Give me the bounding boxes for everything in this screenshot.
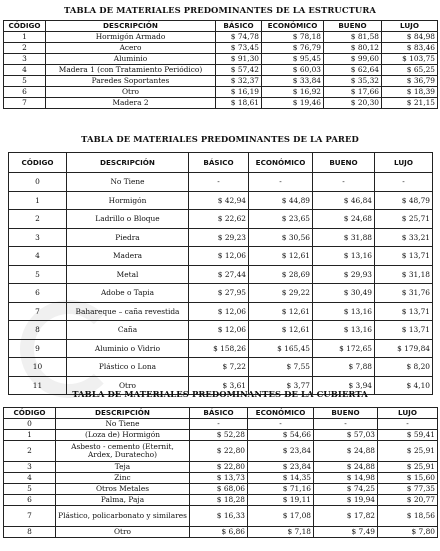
cell-economico: $ 33,84	[262, 76, 324, 87]
cell-bueno: $ 7,49	[314, 527, 378, 538]
cell-descripcion: Otro	[56, 527, 190, 538]
cell-economico: $ 54,66	[248, 430, 314, 441]
cell-descripcion: (Loza de) Hormigón	[56, 430, 190, 441]
cell-codigo: 4	[4, 473, 56, 484]
cell-lujo: -	[378, 419, 438, 430]
cell-bueno: $ 30,49	[313, 284, 375, 303]
table-header-row	[4, 408, 438, 419]
cell-lujo: $ 84,98	[382, 32, 438, 43]
cell-descripcion: Zinc	[56, 473, 190, 484]
col-bueno: BUENO	[313, 153, 375, 173]
cell-codigo: 1	[4, 32, 46, 43]
cell-bueno: $ 24,88	[314, 462, 378, 473]
cell-economico: $ 44,89	[249, 191, 313, 210]
cell-codigo: 5	[4, 484, 56, 495]
cell-economico: $ 12,61	[249, 321, 313, 340]
cell-codigo: 8	[9, 321, 67, 340]
cell-basico: $ 52,28	[190, 430, 248, 441]
cell-basico: $ 32,37	[216, 76, 262, 87]
table-row	[4, 462, 438, 473]
cell-codigo: 7	[4, 506, 56, 527]
col-lujo: LUJO	[375, 153, 433, 173]
cell-codigo: 4	[4, 65, 46, 76]
cell-economico: $ 76,79	[262, 43, 324, 54]
col-basico: BÁSICO	[189, 153, 249, 173]
table-title-pared: TABLA DE MATERIALES PREDOMINANTES DE LA PARED	[81, 134, 359, 144]
cell-economico: $ 23,84	[248, 462, 314, 473]
cell-lujo: $ 179,84	[375, 339, 433, 358]
table-body	[4, 419, 438, 538]
table-cubierta	[3, 407, 438, 538]
table-row	[9, 228, 433, 247]
cell-codigo: 0	[9, 173, 67, 192]
cell-basico: $ 29,23	[189, 228, 249, 247]
cell-basico: $ 57,42	[216, 65, 262, 76]
table-row	[4, 441, 438, 462]
col-lujo: LUJO	[378, 408, 438, 419]
cell-codigo: 5	[9, 265, 67, 284]
cell-bueno: $ 46,84	[313, 191, 375, 210]
cell-bueno: $ 31,88	[313, 228, 375, 247]
cell-lujo: $ 8,20	[375, 358, 433, 377]
cell-codigo: 2	[4, 43, 46, 54]
cell-basico: $ 13,73	[190, 473, 248, 484]
cell-descripcion: Paredes Soportantes	[46, 76, 216, 87]
cell-basico: -	[189, 173, 249, 192]
cell-bueno: $ 80,12	[324, 43, 382, 54]
cell-codigo: 3	[9, 228, 67, 247]
cell-basico: $ 16,33	[190, 506, 248, 527]
cell-bueno: $ 62,64	[324, 65, 382, 76]
cell-economico: $ 16,92	[262, 87, 324, 98]
cell-basico: $ 6,86	[190, 527, 248, 538]
cell-economico: $ 60,03	[262, 65, 324, 76]
cell-bueno: $ 13,16	[313, 321, 375, 340]
cell-basico: $ 22,80	[190, 441, 248, 462]
cell-basico: $ 158,26	[189, 339, 249, 358]
cell-descripcion: No Tiene	[67, 173, 189, 192]
table-row	[4, 527, 438, 538]
cell-basico: $ 12,06	[189, 302, 249, 321]
col-codigo: CÓDIGO	[4, 21, 46, 32]
table-row	[4, 32, 438, 43]
cell-lujo: $ 36,79	[382, 76, 438, 87]
cell-codigo: 5	[4, 76, 46, 87]
table-row	[9, 339, 433, 358]
cell-descripcion: Hormigón	[67, 191, 189, 210]
col-descripcion: DESCRIPCIÓN	[56, 408, 190, 419]
cell-bueno: $ 13,16	[313, 247, 375, 266]
cell-descripcion: Otros Metales	[56, 484, 190, 495]
cell-basico: $ 68,06	[190, 484, 248, 495]
cell-bueno: -	[313, 173, 375, 192]
cell-bueno: $ 57,03	[314, 430, 378, 441]
cell-bueno: $ 7,88	[313, 358, 375, 377]
cell-bueno: $ 24,88	[314, 441, 378, 462]
cell-basico: $ 3,61	[189, 376, 249, 395]
cell-codigo: 3	[4, 54, 46, 65]
cell-bueno: $ 17,82	[314, 506, 378, 527]
cell-codigo: 7	[9, 302, 67, 321]
col-basico: BÁSICO	[216, 21, 262, 32]
table-row	[9, 358, 433, 377]
cell-economico: $ 30,56	[249, 228, 313, 247]
cell-economico: $ 3,77	[249, 376, 313, 395]
cell-codigo: 9	[9, 339, 67, 358]
cell-lujo: $ 77,35	[378, 484, 438, 495]
cell-descripcion: No Tiene	[56, 419, 190, 430]
cell-descripcion: Aluminio	[46, 54, 216, 65]
cell-descripcion: Madera 1 (con Tratamiento Periódico)	[46, 65, 216, 76]
cell-economico: $ 29,22	[249, 284, 313, 303]
cell-lujo: $ 48,79	[375, 191, 433, 210]
cell-bueno: $ 99,60	[324, 54, 382, 65]
cell-descripcion: Madera 2	[46, 98, 216, 109]
cell-bueno: $ 24,68	[313, 210, 375, 229]
cell-bueno: $ 35,32	[324, 76, 382, 87]
cell-basico: $ 27,95	[189, 284, 249, 303]
cell-bueno: $ 172,65	[313, 339, 375, 358]
cell-economico: -	[248, 419, 314, 430]
table-row	[9, 321, 433, 340]
col-descripcion: DESCRIPCIÓN	[67, 153, 189, 173]
cell-descripcion: Hormigón Armado	[46, 32, 216, 43]
table-body	[9, 173, 433, 395]
cell-economico: $ 23,65	[249, 210, 313, 229]
cell-codigo: 7	[4, 98, 46, 109]
cell-descripcion: Plástico o Lona	[67, 358, 189, 377]
cell-economico: $ 7,18	[248, 527, 314, 538]
cell-codigo: 1	[9, 191, 67, 210]
cell-descripcion: Palma, Paja	[56, 495, 190, 506]
cell-basico: $ 12,06	[189, 247, 249, 266]
cell-economico: $ 28,69	[249, 265, 313, 284]
col-codigo: CÓDIGO	[9, 153, 67, 173]
cell-economico: $ 165,45	[249, 339, 313, 358]
table-row	[9, 302, 433, 321]
cell-descripcion: Otro	[46, 87, 216, 98]
cell-lujo: $ 20,77	[378, 495, 438, 506]
cell-economico: $ 19,46	[262, 98, 324, 109]
cell-codigo: 6	[4, 495, 56, 506]
cell-lujo: $ 25,71	[375, 210, 433, 229]
table-title-estructura: TABLA DE MATERIALES PREDOMINANTES DE LA ESTRUCTURA	[64, 5, 376, 15]
cell-bueno: $ 3,94	[313, 376, 375, 395]
cell-economico: -	[249, 173, 313, 192]
cell-basico: $ 22,62	[189, 210, 249, 229]
cell-basico: $ 16,19	[216, 87, 262, 98]
cell-economico: $ 12,61	[249, 302, 313, 321]
col-bueno: BUENO	[324, 21, 382, 32]
cell-basico: $ 22,80	[190, 462, 248, 473]
cell-basico: -	[190, 419, 248, 430]
cell-basico: $ 91,30	[216, 54, 262, 65]
cell-economico: $ 78,18	[262, 32, 324, 43]
table-row	[4, 87, 438, 98]
col-bueno: BUENO	[314, 408, 378, 419]
cell-descripcion: Piedra	[67, 228, 189, 247]
cell-codigo: 3	[4, 462, 56, 473]
cell-lujo: $ 25,91	[378, 462, 438, 473]
table-pared	[8, 152, 433, 395]
cell-lujo: $ 83,46	[382, 43, 438, 54]
table-estructura	[3, 20, 438, 109]
table-row	[9, 284, 433, 303]
cell-bueno: $ 20,30	[324, 98, 382, 109]
cell-codigo: 2	[9, 210, 67, 229]
cell-lujo: $ 59,41	[378, 430, 438, 441]
cell-economico: $ 14,35	[248, 473, 314, 484]
col-economico: ECONÓMICO	[248, 408, 314, 419]
cell-descripcion: Acero	[46, 43, 216, 54]
cell-lujo: $ 13,71	[375, 321, 433, 340]
cell-descripcion: Otro	[67, 376, 189, 395]
cell-descripcion: Plástico, policarbonato y similares	[56, 506, 190, 527]
cell-codigo: 2	[4, 441, 56, 462]
table-row	[9, 265, 433, 284]
cell-descripcion: Ladrillo o Bloque	[67, 210, 189, 229]
cell-lujo: $ 31,18	[375, 265, 433, 284]
col-descripcion: DESCRIPCIÓN	[46, 21, 216, 32]
cell-economico: $ 12,61	[249, 247, 313, 266]
table-row	[9, 191, 433, 210]
cell-descripcion: Metal	[67, 265, 189, 284]
cell-lujo: $ 103,75	[382, 54, 438, 65]
table-body	[4, 32, 438, 109]
table-row	[4, 495, 438, 506]
cell-lujo: $ 65,25	[382, 65, 438, 76]
col-economico: ECONÓMICO	[262, 21, 324, 32]
cell-descripcion: Madera	[67, 247, 189, 266]
table-row	[4, 43, 438, 54]
cell-codigo: 6	[9, 284, 67, 303]
cell-bueno: $ 81,58	[324, 32, 382, 43]
cell-basico: $ 74,78	[216, 32, 262, 43]
cell-codigo: 6	[4, 87, 46, 98]
cell-descripcion: Asbesto - cemento (Eternit, Ardex, Duratecho)	[56, 441, 190, 462]
cell-bueno: -	[314, 419, 378, 430]
cell-descripcion: Aluminio o Vidrio	[67, 339, 189, 358]
cell-basico: $ 42,94	[189, 191, 249, 210]
cell-codigo: 8	[4, 527, 56, 538]
cell-bueno: $ 19,94	[314, 495, 378, 506]
cell-lujo: $ 18,39	[382, 87, 438, 98]
cell-codigo: 10	[9, 358, 67, 377]
col-basico: BÁSICO	[190, 408, 248, 419]
table-title-cubierta: TABLA DE MATERIALES PREDOMINANTES DE LA CUBIERTA	[72, 389, 368, 399]
cell-codigo: 11	[9, 376, 67, 395]
cell-bueno: $ 29,93	[313, 265, 375, 284]
cell-lujo: $ 18,56	[378, 506, 438, 527]
cell-economico: $ 71,16	[248, 484, 314, 495]
table-row	[9, 173, 433, 192]
cell-basico: $ 7,22	[189, 358, 249, 377]
cell-codigo: 1	[4, 430, 56, 441]
cell-codigo: 0	[4, 419, 56, 430]
cell-economico: $ 19,11	[248, 495, 314, 506]
cell-lujo: $ 33,21	[375, 228, 433, 247]
cell-descripcion: Caña	[67, 321, 189, 340]
cell-lujo: $ 4,10	[375, 376, 433, 395]
cell-lujo: $ 13,71	[375, 247, 433, 266]
col-lujo: LUJO	[382, 21, 438, 32]
table-header-row	[4, 21, 438, 32]
cell-codigo: 4	[9, 247, 67, 266]
table-header-row	[9, 153, 433, 173]
cell-lujo: $ 7,80	[378, 527, 438, 538]
table-row	[4, 473, 438, 484]
cell-lujo: $ 13,71	[375, 302, 433, 321]
cell-bueno: $ 17,66	[324, 87, 382, 98]
table-row	[4, 484, 438, 495]
cell-bueno: $ 14,98	[314, 473, 378, 484]
table-row	[9, 247, 433, 266]
cell-bueno: $ 74,25	[314, 484, 378, 495]
table-row	[4, 65, 438, 76]
cell-basico: $ 73,45	[216, 43, 262, 54]
cell-lujo: $ 31,76	[375, 284, 433, 303]
cell-lujo: $ 15,60	[378, 473, 438, 484]
cell-basico: $ 18,28	[190, 495, 248, 506]
table-row	[9, 210, 433, 229]
table-row	[4, 76, 438, 87]
cell-basico: $ 27,44	[189, 265, 249, 284]
cell-basico: $ 18,61	[216, 98, 262, 109]
cell-bueno: $ 13,16	[313, 302, 375, 321]
col-codigo: CÓDIGO	[4, 408, 56, 419]
cell-lujo: $ 21,15	[382, 98, 438, 109]
table-row	[4, 419, 438, 430]
cell-descripcion: Teja	[56, 462, 190, 473]
table-row	[4, 430, 438, 441]
cell-basico: $ 12,06	[189, 321, 249, 340]
table-row	[4, 54, 438, 65]
col-economico: ECONÓMICO	[249, 153, 313, 173]
table-row	[4, 98, 438, 109]
cell-economico: $ 95,45	[262, 54, 324, 65]
cell-economico: $ 17,08	[248, 506, 314, 527]
cell-descripcion: Bahareque – caña revestida	[67, 302, 189, 321]
cell-lujo: -	[375, 173, 433, 192]
cell-economico: $ 23,84	[248, 441, 314, 462]
table-row	[4, 506, 438, 527]
cell-economico: $ 7,55	[249, 358, 313, 377]
cell-descripcion: Adobe o Tapia	[67, 284, 189, 303]
cell-lujo: $ 25,91	[378, 441, 438, 462]
